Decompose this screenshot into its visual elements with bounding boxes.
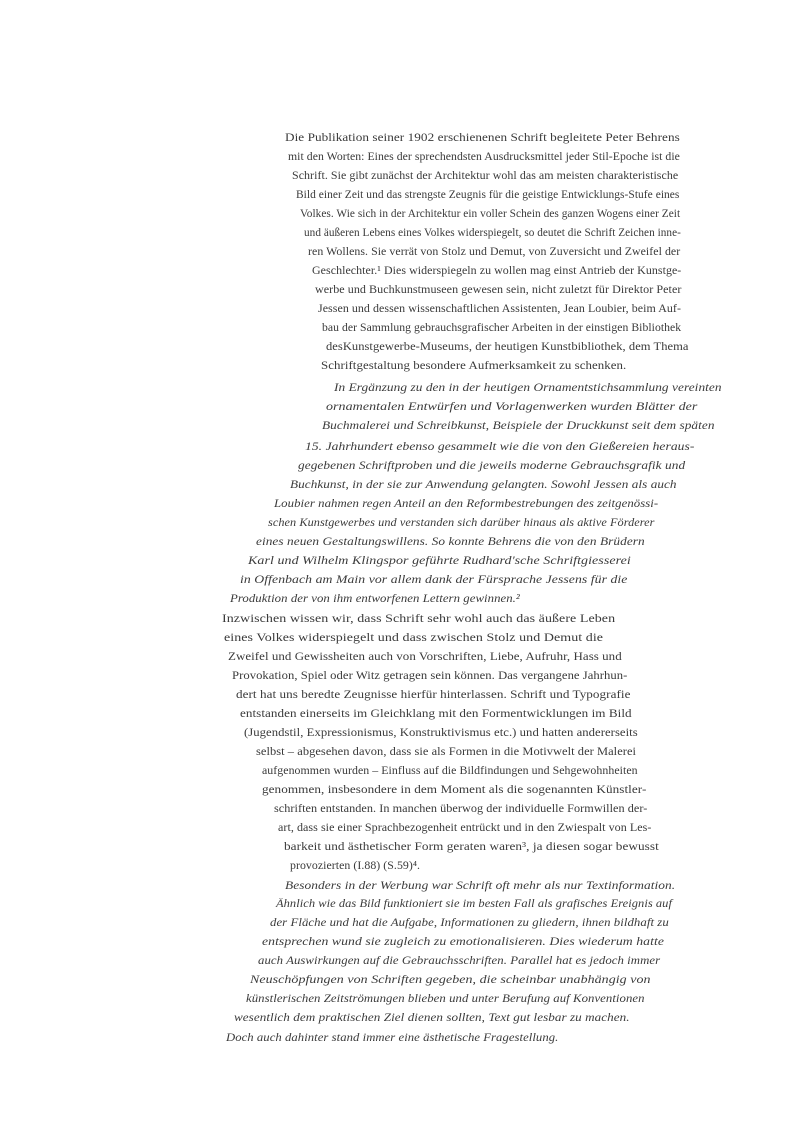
text-line: auch Auswirkungen auf die Gebrauchsschriften. Parallel hat es jedoch immer [258,955,661,967]
text-line: ornamentalen Entwürfen und Vorlagenwerken wurden Blätter der [326,401,698,413]
text-line: Geschlechter.¹ Dies widerspiegeln zu wollen mag einst Antrieb der Kunstge- [312,265,682,277]
text-line: bau der Sammlung gebrauchsgrafischer Arbeiten in der einstigen Bibliothek [322,322,682,334]
text-line: In Ergänzung zu den in der heutigen Ornamentstichsammlung vereinten [334,382,722,394]
text-line: schriften entstanden. In manchen überwog der individuelle Formwillen der- [274,803,648,815]
text-line: desKunstgewerbe-Museums, der heutigen Kunstbibliothek, dem Thema [326,341,689,353]
text-line: der Fläche und hat die Aufgabe, Informationen zu gliedern, ihnen bildhaft zu [270,917,669,929]
text-line: Jessen und dessen wissenschaftlichen Assistenten, Jean Loubier, beim Auf- [318,303,681,315]
text-line: wesentlich dem praktischen Ziel dienen sollten, Text gut lesbar zu machen. [234,1012,630,1024]
text-line: schen Kunstgewerbes und verstanden sich darüber hinaus als aktive Förderer [268,517,655,529]
text-line: entstanden einerseits im Gleichklang mit den Formentwicklungen im Bild [240,708,632,720]
text-line: Schrift. Sie gibt zunächst der Architektur wohl das am meisten charakteristische [292,170,679,182]
text-line: werbe und Buchkunstmuseen gewesen sein, nicht zuletzt für Direktor Peter [315,284,682,296]
text-line: künstlerischen Zeitströmungen blieben und unter Berufung auf Konventionen [246,993,645,1005]
text-line: Doch auch dahinter stand immer eine ästhetische Fragestellung. [226,1032,559,1044]
text-line: gegebenen Schriftproben und die jeweils moderne Gebrauchsgrafik und [298,460,686,472]
text-line: in Offenbach am Main vor allem dank der Fürsprache Jessens für die [240,574,628,586]
text-line: Schriftgestaltung besondere Aufmerksamkeit zu schenken. [321,360,627,372]
text-line: Loubier nahmen regen Anteil an den Reformbestrebungen des zeitgenössi- [274,498,659,510]
text-line: Die Publikation seiner 1902 erschienenen Schrift begleitete Peter Behrens [285,132,680,144]
text-line: genommen, insbesondere in dem Moment als die sogenannten Künstler- [262,784,647,796]
text-line: ren Wollens. Sie verrät von Stolz und Demut, von Zuversicht und Zweifel der [308,246,681,258]
text-line: Produktion der von ihm entworfenen Lettern gewinnen.² [230,593,520,605]
text-line: Karl und Wilhelm Klingspor geführte Rudhard'sche Schriftgiesserei [248,555,631,567]
text-line: provozierten (I.88) (S.59)⁴. [290,860,421,872]
text-line: Inzwischen wissen wir, dass Schrift sehr wohl auch das äußere Leben [222,613,616,625]
text-line: Neuschöpfungen von Schriften gegeben, die scheinbar unabhängig von [250,974,651,986]
text-line: aufgenommen wurden – Einfluss auf die Bildfindungen und Sehgewohnheiten [262,765,638,777]
text-line: Buchmalerei und Schreibkunst, Beispiele der Druckkunst seit dem späten [322,420,715,432]
text-line: selbst – abgesehen davon, dass sie als Formen in die Motivwelt der Malerei [256,746,637,758]
text-line: und äußeren Lebens eines Volkes widerspiegelt, so deutet die Schrift Zeichen inne- [304,227,681,239]
text-line: entsprechen wund sie zugleich zu emotionalisieren. Dies wiederum hatte [262,936,664,948]
text-line: barkeit und ästhetischer Form geraten waren³, ja diesen sogar bewusst [284,841,659,853]
text-line: Zweifel und Gewissheiten auch von Vorschriften, Liebe, Aufruhr, Hass und [228,651,622,663]
text-line: Besonders in der Werbung war Schrift oft mehr als nur Textinformation. [285,880,676,892]
text-line: Volkes. Wie sich in der Architektur ein voller Schein des ganzen Wogens einer Zeit [300,208,681,220]
text-line: 15. Jahrhundert ebenso gesammelt wie die von den Gießereien heraus- [305,441,695,453]
text-line: (Jugendstil, Expressionismus, Konstruktivismus etc.) und hatten andererseits [244,727,638,739]
text-line: Ähnlich wie das Bild funktioniert sie im besten Fall als grafisches Ereignis auf [276,898,672,910]
text-line: eines Volkes widerspiegelt und dass zwischen Stolz und Demut die [224,632,604,644]
text-line: art, dass sie einer Sprachbezogenheit entrückt und in den Zwiespalt von Les- [278,822,652,834]
text-line: eines neuen Gestaltungswillens. So konnte Behrens die von den Brüdern [256,536,645,548]
text-line: Buchkunst, in der sie zur Anwendung gelangten. Sowohl Jessen als auch [290,479,677,491]
text-line: Bild einer Zeit und das strengste Zeugnis für die geistige Entwicklungs-Stufe eines [296,189,680,201]
text-line: mit den Worten: Eines der sprechendsten Ausdrucksmittel jeder Stil-Epoche ist die [288,151,680,163]
text-line: dert hat uns beredte Zeugnisse hierfür hinterlassen. Schrift und Typografie [236,689,631,701]
text-line: Provokation, Spiel oder Witz getragen sein können. Das vergangene Jahrhun- [232,670,628,682]
